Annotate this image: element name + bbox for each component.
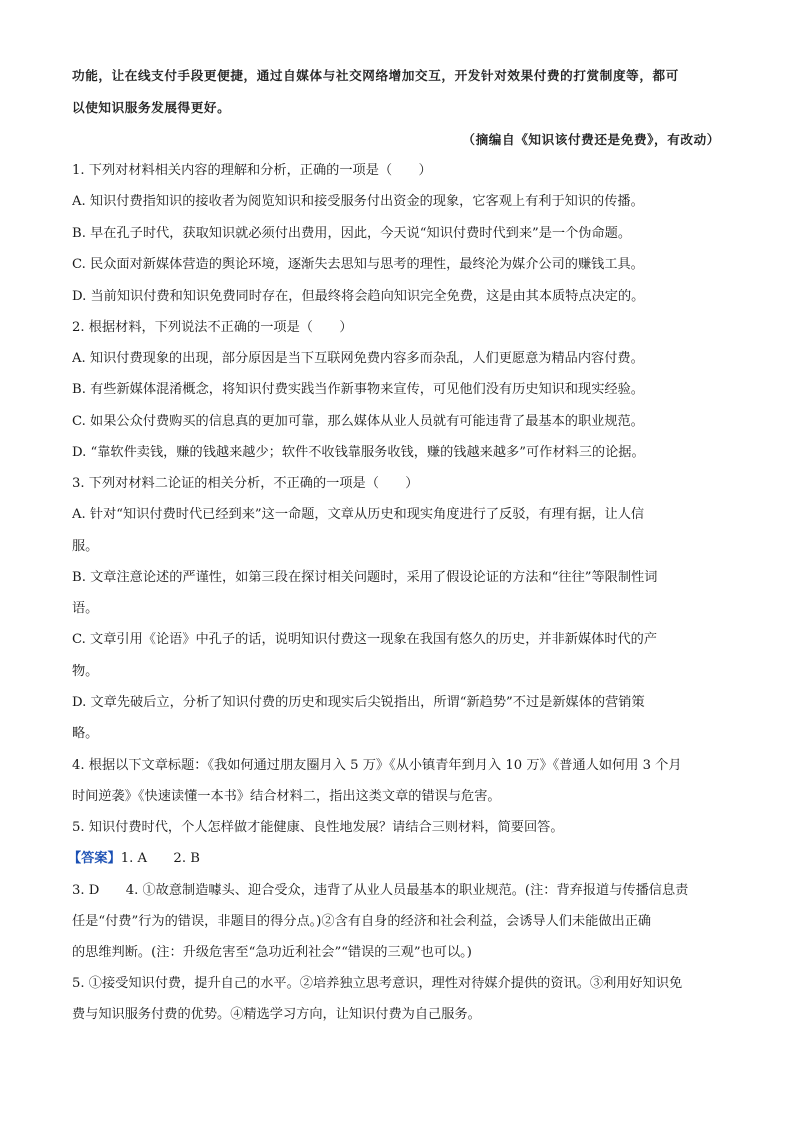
intro-line-1: 功能，让在线支付手段更便捷，通过自媒体与社交网络增加交互，开发针对效果付费的打赏制度等，都可 xyxy=(72,68,679,83)
question-1-stem: 1. 下列对材料相关内容的理解和分析，正确的一项是（ ） xyxy=(72,163,432,178)
question-2-option-d: D. “靠软件卖钱，赚的钱越来越少；软件不收钱靠服务收钱，赚的钱越来越多”可作材料三的论据。 xyxy=(72,445,645,460)
question-3-option-a: A. 针对“知识付费时代已经到来”这一命题，文章从历史和现实角度进行了反驳，有理有据，让人信 xyxy=(72,507,645,522)
question-1-option-b: B. 早在孔子时代，获取知识就必须付出费用，因此，今天说“知识付费时代到来”是一个伪命题。 xyxy=(72,226,632,241)
answer-line-1 xyxy=(68,849,720,869)
question-2-option-c: C. 如果公众付费购买的信息真的更加可靠，那么媒体从业人员就有可能违背了最基本的职业规范。 xyxy=(72,414,644,429)
question-1-option-a: A. 知识付费指知识的接收者为阅览知识和接受服务付出资金的现象，它客观上有利于知识的传播。 xyxy=(72,194,644,209)
question-3-option-a-cont: 服。 xyxy=(72,539,99,554)
question-4-stem: 4. 根据以下文章标题：《我如何通过朋友圈月入 5 万》《从小镇青年到月入 10 万》《普通人如何用 3 个月 xyxy=(72,758,682,773)
question-3-option-d-cont: 略。 xyxy=(72,726,99,741)
question-1-option-d: D. 当前知识付费和知识免费同时存在，但最终将会趋向知识完全免费，这是由其本质特点决定的。 xyxy=(72,289,645,304)
question-2-option-a: A. 知识付费现象的出现，部分原因是当下互联网免费内容多而杂乱，人们更愿意为精品内容付费。 xyxy=(72,351,644,366)
question-1-option-c: C. 民众面对新媒体营造的舆论环境，逐渐失去思知与思考的理性，最终沦为媒介公司的赚钱工具。 xyxy=(72,257,644,272)
question-5-stem: 5. 知识付费时代，个人怎样做才能健康、良性地发展？请结合三则材料，简要回答。 xyxy=(72,820,564,835)
source-citation: （摘编自《知识该付费还是免费》，有改动） xyxy=(462,132,720,147)
answer-label: 【答案】 xyxy=(68,851,121,866)
question-2-stem: 2. 根据材料，下列说法不正确的一项是（ ） xyxy=(72,320,353,335)
question-3-option-b: B. 文章注意论述的严谨性，如第三段在探讨相关问题时，采用了假设论证的方法和“往往”等限制性词 xyxy=(72,570,658,585)
question-3-option-b-cont: 语。 xyxy=(72,601,99,616)
question-3-option-d: D. 文章先破后立，分析了知识付费的历史和现实后尖锐指出，所谓“新趋势”不过是新媒体的营销策 xyxy=(72,695,645,710)
question-4-stem-cont: 时间逆袭》《快速读懂一本书》结合材料二，指出这类文章的错误与危害。 xyxy=(72,789,501,804)
answer-line-4: 的思维判断。(注：升级危害至“急功近利社会”“错误的三观”也可以。) xyxy=(72,945,472,960)
answer-line-6: 费与知识服务付费的优势。④精选学习方向，让知识付费为自己服务。 xyxy=(72,1007,481,1022)
question-2-option-b: B. 有些新媒体混淆概念，将知识付费实践当作新事物来宣传，可见他们没有历史知识和现实经验。 xyxy=(72,382,644,397)
question-3-stem: 3. 下列对材料二论证的相关分析，不正确的一项是（ ） xyxy=(72,476,419,491)
answer-line-5: 5. ①接受知识付费，提升自己的水平。②培养独立思考意识，理性对待媒介提供的资讯。③利用好知识免 xyxy=(72,976,683,991)
answer-line-3: 任是“付费”行为的错误，非题目的得分点。)②含有自身的经济和社会利益，会诱导人们未能做出正确 xyxy=(72,914,652,929)
question-3-option-c-cont: 物。 xyxy=(72,664,99,679)
question-3-option-c: C. 文章引用《论语》中孔子的话，说明知识付费这一现象在我国有悠久的历史，并非新媒体时代的产 xyxy=(72,632,658,647)
intro-line-2: 以使知识服务发展得更好。 xyxy=(72,100,231,115)
answer-1-2: 1. A 2. B xyxy=(120,851,200,866)
answer-line-2: 3. D 4. ①故意制造噱头、迎合受众，违背了从业人员最基本的职业规范。(注：背弃报道与传播信息责 xyxy=(72,883,689,898)
